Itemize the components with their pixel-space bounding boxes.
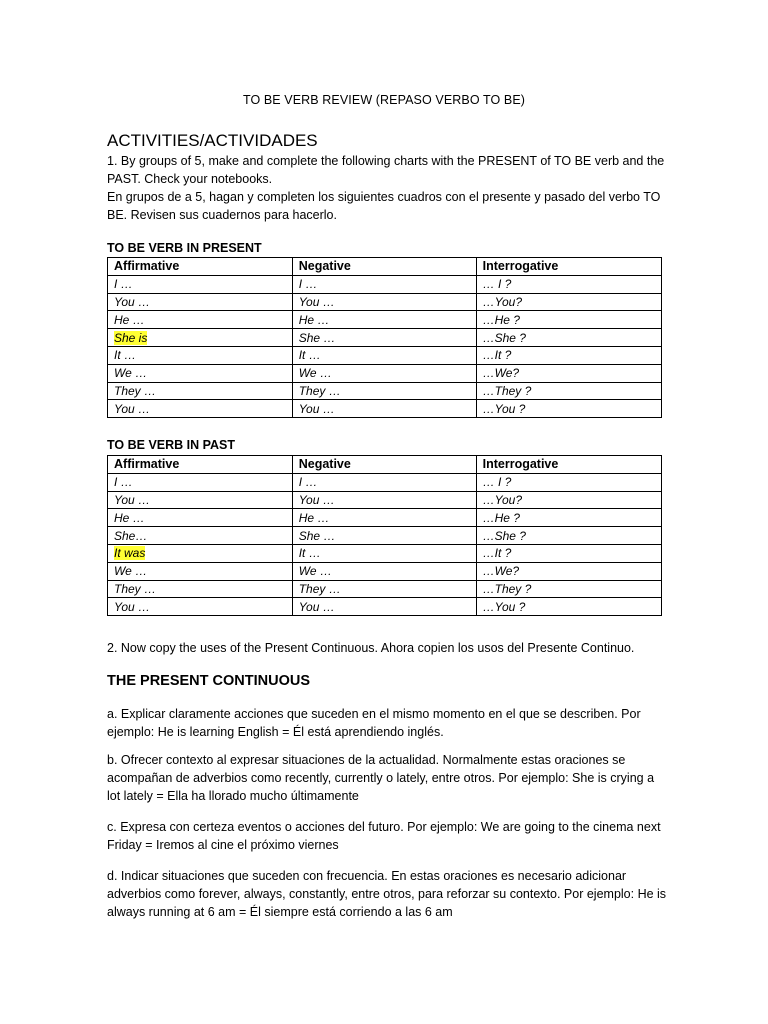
header-interrogative: Interrogative	[476, 258, 661, 276]
use-d: d. Indicar situaciones que suceden con frecuencia. En estas oraciones es necesario adicionar adverbios como forever, always, constantly, entre otros, para reforzar su contexto. Por ejemplo: He is always running at 6 am = Él siempre está corriendo a las 6 am	[107, 869, 667, 919]
header-affirmative: Affirmative	[108, 456, 293, 474]
highlighted-answer: She is	[114, 330, 148, 345]
header-negative: Negative	[292, 258, 476, 276]
highlighted-answer: It was	[114, 546, 146, 561]
use-a: a. Explicar claramente acciones que suceden en el mismo momento en el que se describen. Por ejemplo: He is learning English = Él está aprendiendo inglés.	[107, 707, 641, 739]
table-cell: He …	[108, 509, 293, 527]
table-row	[108, 509, 662, 527]
table-cell: She …	[292, 527, 476, 545]
table-cell: …You ?	[476, 598, 661, 616]
table-cell: It …	[292, 544, 476, 562]
table-cell: I …	[108, 473, 293, 491]
past-table	[107, 455, 662, 616]
table-cell: You …	[292, 491, 476, 509]
table-cell: …They ?	[476, 382, 661, 400]
table-cell: He …	[292, 311, 476, 329]
table-row	[108, 562, 662, 580]
activities-heading: ACTIVITIES/ACTIVIDADES	[107, 131, 318, 150]
past-table-label: TO BE VERB IN PAST	[107, 438, 236, 452]
table-cell: …He ?	[476, 509, 661, 527]
table-cell: …You?	[476, 491, 661, 509]
table-cell: You …	[108, 598, 293, 616]
use-b: b. Ofrecer contexto al expresar situaciones de la actualidad. Normalmente estas oraciones se acompañan de adverbios como recently, currently o lately, entre otros. Por ejemplo: She is crying a lot lately = Ella ha llorado mucho últimamente	[107, 753, 655, 803]
instruction-2: 2. Now copy the uses of the Present Continuous. Ahora copien los usos del Presente Continuo.	[107, 641, 635, 655]
table-row	[108, 580, 662, 598]
instruction-english: 1. By groups of 5, make and complete the following charts with the PRESENT of TO BE verb and the PAST. Check your notebooks.	[107, 154, 665, 186]
use-c: c. Expresa con certeza eventos o acciones del futuro. Por ejemplo: We are going to the cinema next Friday = Iremos al cine el próximo viernes	[107, 820, 661, 852]
table-cell: You …	[108, 293, 293, 311]
table-cell: You …	[108, 491, 293, 509]
table-cell: I …	[108, 275, 293, 293]
table-cell: It …	[292, 346, 476, 364]
table-cell: …They ?	[476, 580, 661, 598]
table-cell: I …	[292, 275, 476, 293]
section-heading: THE PRESENT CONTINUOUS	[107, 673, 311, 689]
table-row	[108, 400, 662, 418]
table-cell: You …	[292, 400, 476, 418]
table-header-row	[108, 258, 662, 276]
table-cell: …You ?	[476, 400, 661, 418]
table-row	[108, 544, 662, 562]
table-cell: …We?	[476, 562, 661, 580]
table-cell: …It ?	[476, 544, 661, 562]
table-cell: They …	[108, 580, 293, 598]
table-row	[108, 382, 662, 400]
table-row	[108, 293, 662, 311]
table-cell: You …	[292, 598, 476, 616]
table-cell: …It ?	[476, 346, 661, 364]
table-cell: You …	[292, 293, 476, 311]
highlighted-cell	[108, 544, 293, 562]
table-cell: He …	[292, 509, 476, 527]
table-cell: …You?	[476, 293, 661, 311]
highlighted-cell	[108, 329, 293, 347]
table-cell: … I ?	[476, 275, 661, 293]
table-row	[108, 598, 662, 616]
table-row	[108, 473, 662, 491]
header-interrogative: Interrogative	[476, 456, 661, 474]
present-table-label: TO BE VERB IN PRESENT	[107, 241, 262, 255]
table-cell: He …	[108, 311, 293, 329]
table-cell: They …	[292, 580, 476, 598]
table-row	[108, 527, 662, 545]
table-cell: She…	[108, 527, 293, 545]
instruction-spanish: En grupos de a 5, hagan y completen los siguientes cuadros con el presente y pasado del verbo TO BE. Revisen sus cuadernos para hacerlo.	[107, 190, 661, 222]
table-cell: We …	[292, 562, 476, 580]
header-negative: Negative	[292, 456, 476, 474]
table-header-row	[108, 456, 662, 474]
table-cell: …She ?	[476, 329, 661, 347]
table-cell: …We?	[476, 364, 661, 382]
table-row	[108, 491, 662, 509]
table-row	[108, 364, 662, 382]
table-cell: … I ?	[476, 473, 661, 491]
table-cell: They …	[292, 382, 476, 400]
table-cell: We …	[108, 364, 293, 382]
table-cell: …She ?	[476, 527, 661, 545]
table-row	[108, 275, 662, 293]
table-cell: We …	[292, 364, 476, 382]
table-row	[108, 311, 662, 329]
table-cell: She …	[292, 329, 476, 347]
table-cell: You …	[108, 400, 293, 418]
header-affirmative: Affirmative	[108, 258, 293, 276]
table-cell: I …	[292, 473, 476, 491]
table-row	[108, 329, 662, 347]
document-title: TO BE VERB REVIEW (REPASO VERBO TO BE)	[242, 93, 526, 107]
table-cell: …He ?	[476, 311, 661, 329]
table-cell: They …	[108, 382, 293, 400]
table-cell: It …	[108, 346, 293, 364]
table-row	[108, 346, 662, 364]
table-cell: We …	[108, 562, 293, 580]
present-table	[107, 257, 662, 418]
